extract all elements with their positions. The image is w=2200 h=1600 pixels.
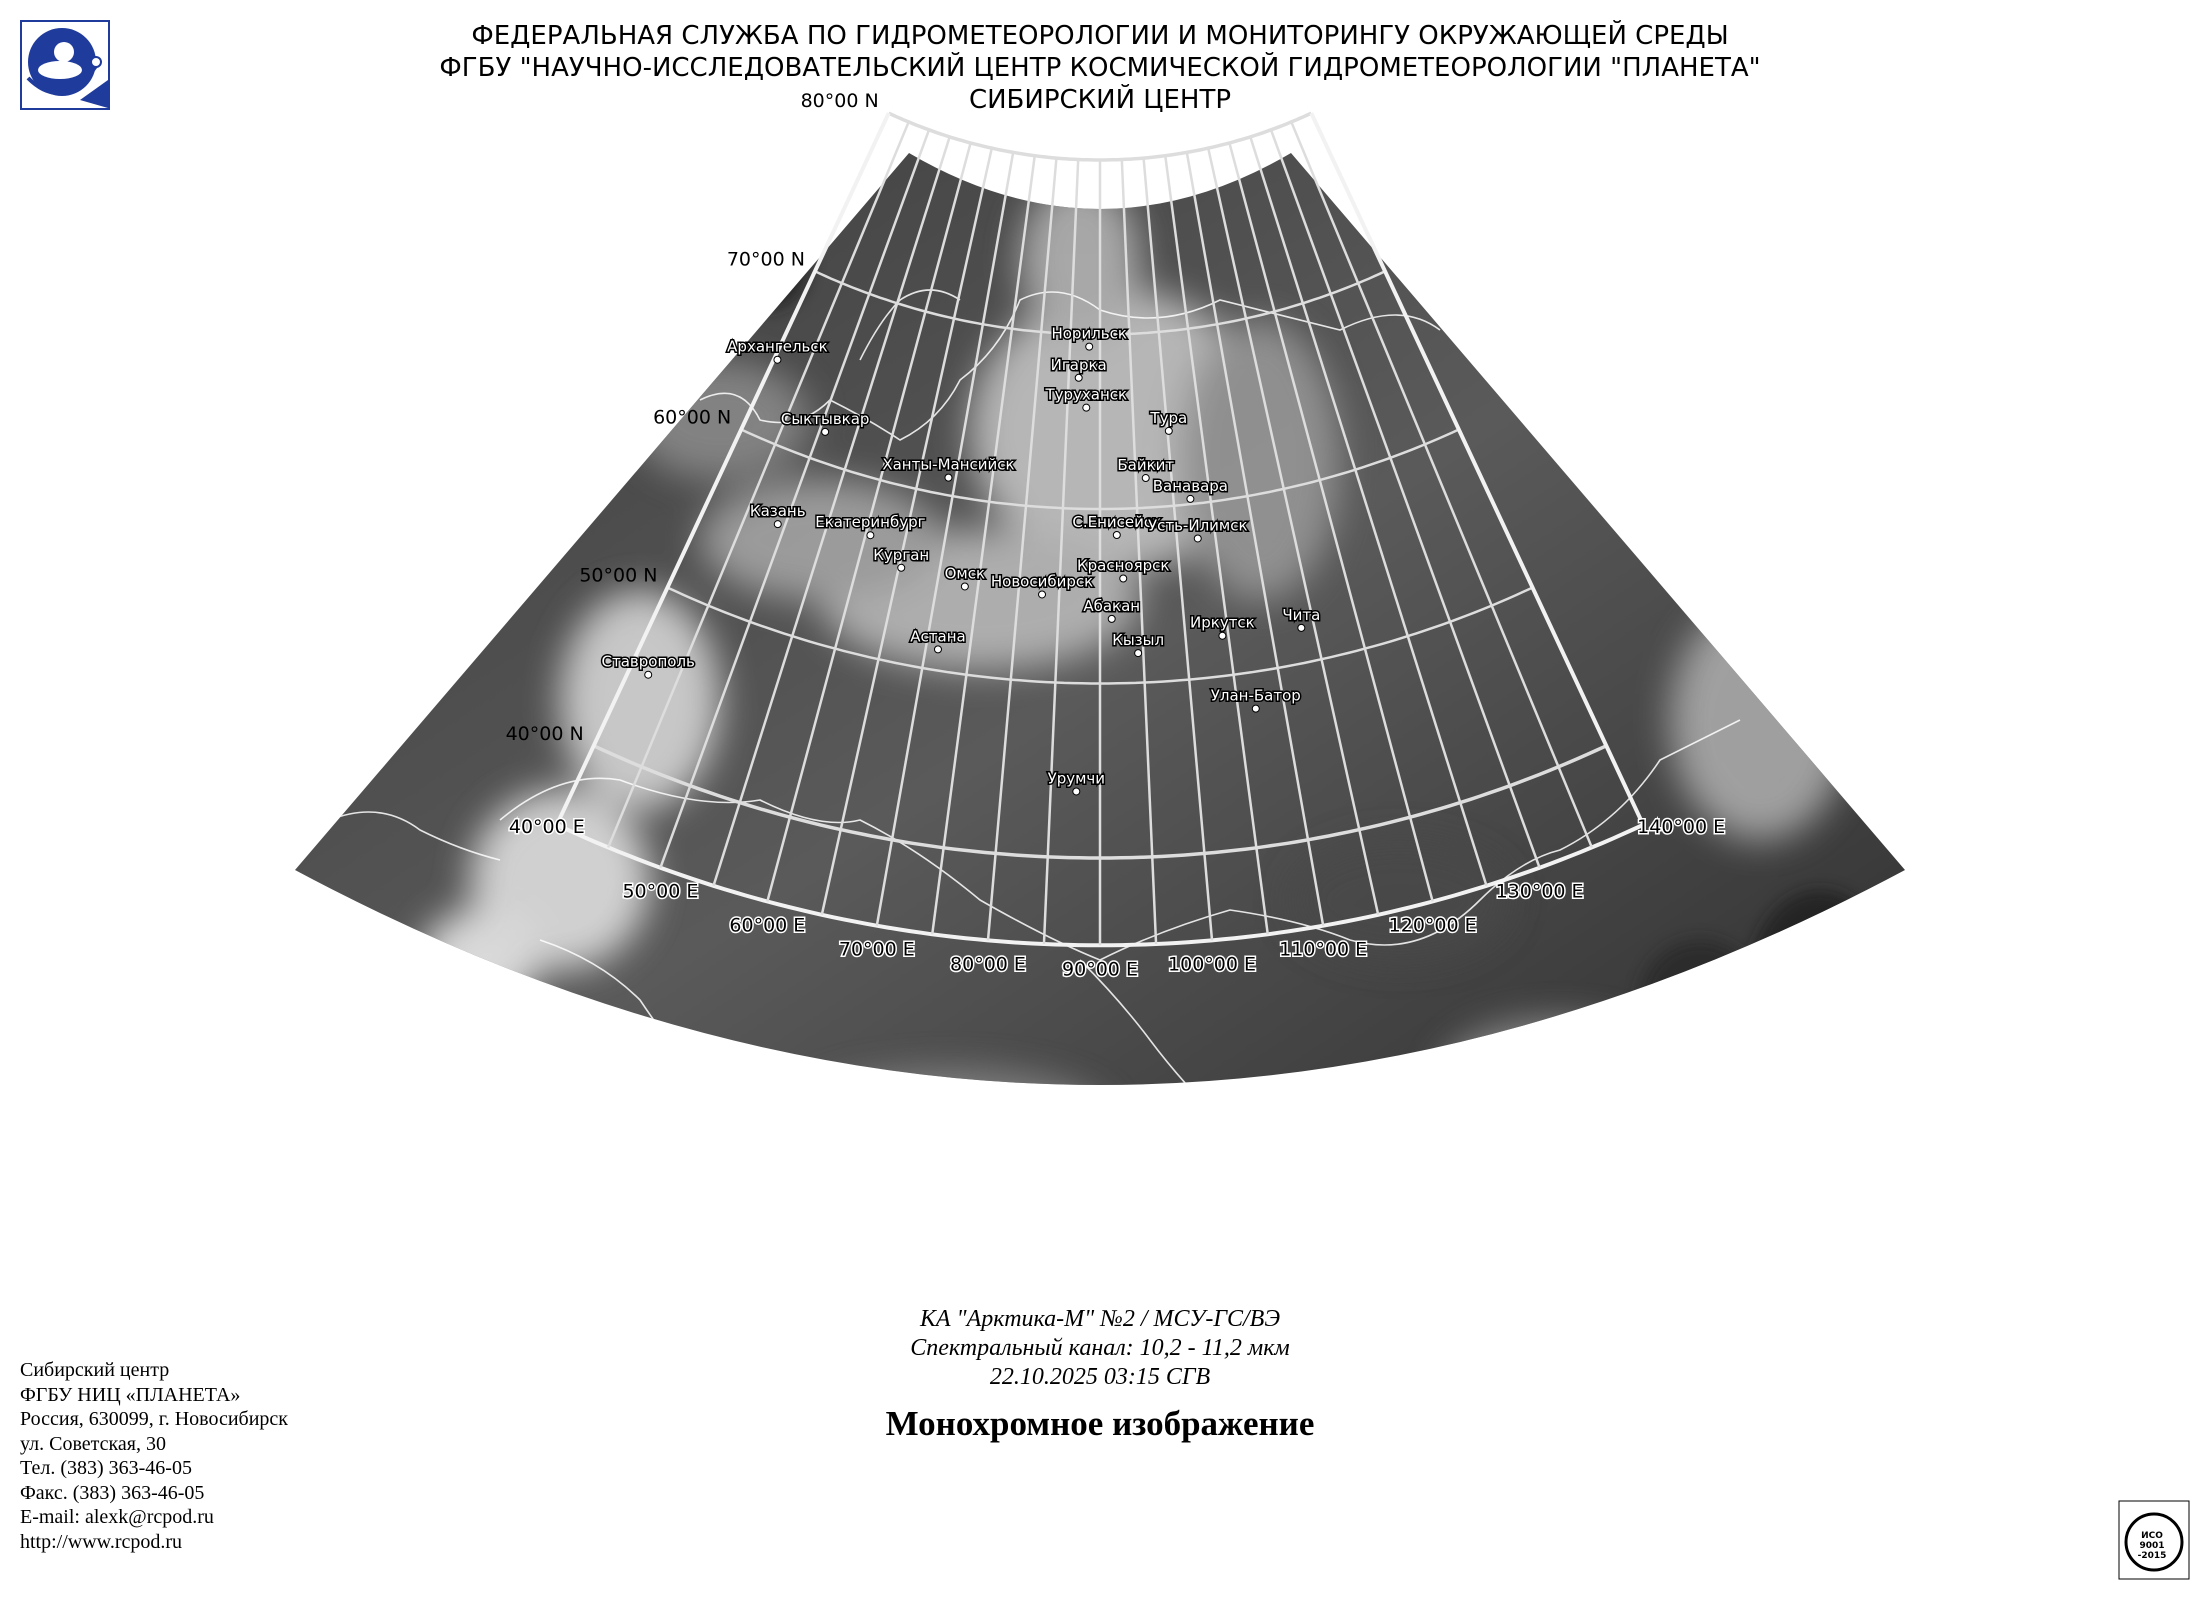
city-label: Чита bbox=[1282, 605, 1321, 624]
longitude-label: 50°00 E bbox=[622, 880, 699, 903]
city-label: Новосибирск bbox=[990, 572, 1094, 591]
city-label: Усть-Илимск bbox=[1147, 516, 1248, 535]
longitude-label: 130°00 E bbox=[1495, 880, 1584, 903]
city-label: Сыктывкар bbox=[780, 409, 870, 428]
address-line[interactable]: E-mail: alexk@rcpod.ru bbox=[20, 1506, 214, 1528]
svg-text:9001: 9001 bbox=[2139, 1541, 2165, 1551]
address-line: Россия, 630099, г. Новосибирск bbox=[20, 1408, 289, 1430]
longitude-label: 120°00 E bbox=[1388, 914, 1477, 937]
contact-address bbox=[20, 1358, 288, 1554]
caption-datetime: 22.10.2025 03:15 СГВ bbox=[989, 1364, 1211, 1390]
city-label: Норильск bbox=[1051, 324, 1127, 343]
longitude-label: 110°00 E bbox=[1279, 938, 1368, 961]
city-label: Кызыл bbox=[1112, 631, 1165, 650]
latitude-label: 50°00 N bbox=[579, 564, 658, 587]
header-line-1: ФЕДЕРАЛЬНАЯ СЛУЖБА ПО ГИДРОМЕТЕОРОЛОГИИ И МОНИТОРИНГУ ОКРУЖАЮЩЕЙ СРЕДЫ bbox=[471, 21, 1729, 51]
city-label: Ханты-Мансийск bbox=[882, 455, 1015, 474]
city-label: С.Енисейск bbox=[1072, 513, 1162, 532]
address-line: Сибирский центр bbox=[20, 1359, 170, 1381]
latitude-label: 40°00 N bbox=[505, 722, 584, 745]
svg-text:ИСО: ИСО bbox=[2141, 1531, 2163, 1541]
city-label: Красноярск bbox=[1077, 556, 1170, 575]
caption-channel: Спектральный канал: 10,2 - 11,2 мкм bbox=[910, 1335, 1290, 1361]
city-label: Омск bbox=[944, 564, 986, 583]
image-caption bbox=[700, 1305, 1500, 1392]
city-label: Абакан bbox=[1083, 596, 1141, 615]
longitude-label: 90°00 E bbox=[1062, 958, 1138, 981]
city-label: Урумчи bbox=[1047, 769, 1106, 788]
city-label: Улан-Батор bbox=[1210, 686, 1301, 705]
city-label: Курган bbox=[873, 545, 930, 564]
city-label: Екатеринбург bbox=[815, 513, 926, 532]
city-label: Туруханск bbox=[1045, 385, 1128, 404]
address-line[interactable]: http://www.rcpod.ru bbox=[20, 1530, 183, 1553]
address-line: ФГБУ НИЦ «ПЛАНЕТА» bbox=[20, 1383, 241, 1406]
longitude-label: 100°00 E bbox=[1168, 953, 1257, 976]
caption-satellite: КА "Арктика-М" №2 / МСУ-ГС/ВЭ bbox=[919, 1306, 1281, 1332]
longitude-label: 80°00 E bbox=[950, 953, 1026, 976]
longitude-label: 60°00 E bbox=[729, 914, 806, 937]
city-label: Ванавара bbox=[1152, 476, 1229, 495]
header-line-3: СИБИРСКИЙ ЦЕНТР bbox=[968, 85, 1232, 115]
longitude-label: 70°00 E bbox=[838, 938, 915, 961]
city-label: Байкит bbox=[1117, 456, 1175, 475]
address-line: Факс. (383) 363-46-05 bbox=[20, 1481, 205, 1504]
longitude-label: 40°00 E bbox=[508, 815, 585, 838]
address-line: Тел. (383) 363-46-05 bbox=[20, 1457, 192, 1479]
image-title: Монохромное изображение bbox=[885, 1404, 1315, 1443]
city-label: Архангельск bbox=[727, 337, 828, 356]
city-label: Ставрополь bbox=[601, 652, 695, 671]
latitude-label: 70°00 N bbox=[726, 248, 805, 271]
city-label: Казань bbox=[749, 502, 806, 521]
city-label: Игарка bbox=[1050, 355, 1107, 374]
latitude-line bbox=[889, 113, 1312, 160]
city-label: Астана bbox=[910, 627, 966, 646]
latitude-label: 80°00 N bbox=[800, 90, 879, 113]
header-line-2: ФГБУ "НАУЧНО-ИССЛЕДОВАТЕЛЬСКИЙ ЦЕНТР КОСМИЧЕСКОЙ ГИДРОМЕТЕОРОЛОГИИ "ПЛАНЕТА" bbox=[439, 53, 1761, 83]
address-line: ул. Советская, 30 bbox=[20, 1432, 166, 1455]
svg-text:-2015: -2015 bbox=[2137, 1551, 2167, 1561]
city-label: Тура bbox=[1150, 408, 1188, 427]
iso-certificate-badge bbox=[2118, 1500, 2190, 1580]
city-label: Иркутск bbox=[1190, 613, 1255, 632]
longitude-label: 140°00 E bbox=[1637, 815, 1726, 838]
latitude-label: 60°00 N bbox=[653, 406, 732, 429]
